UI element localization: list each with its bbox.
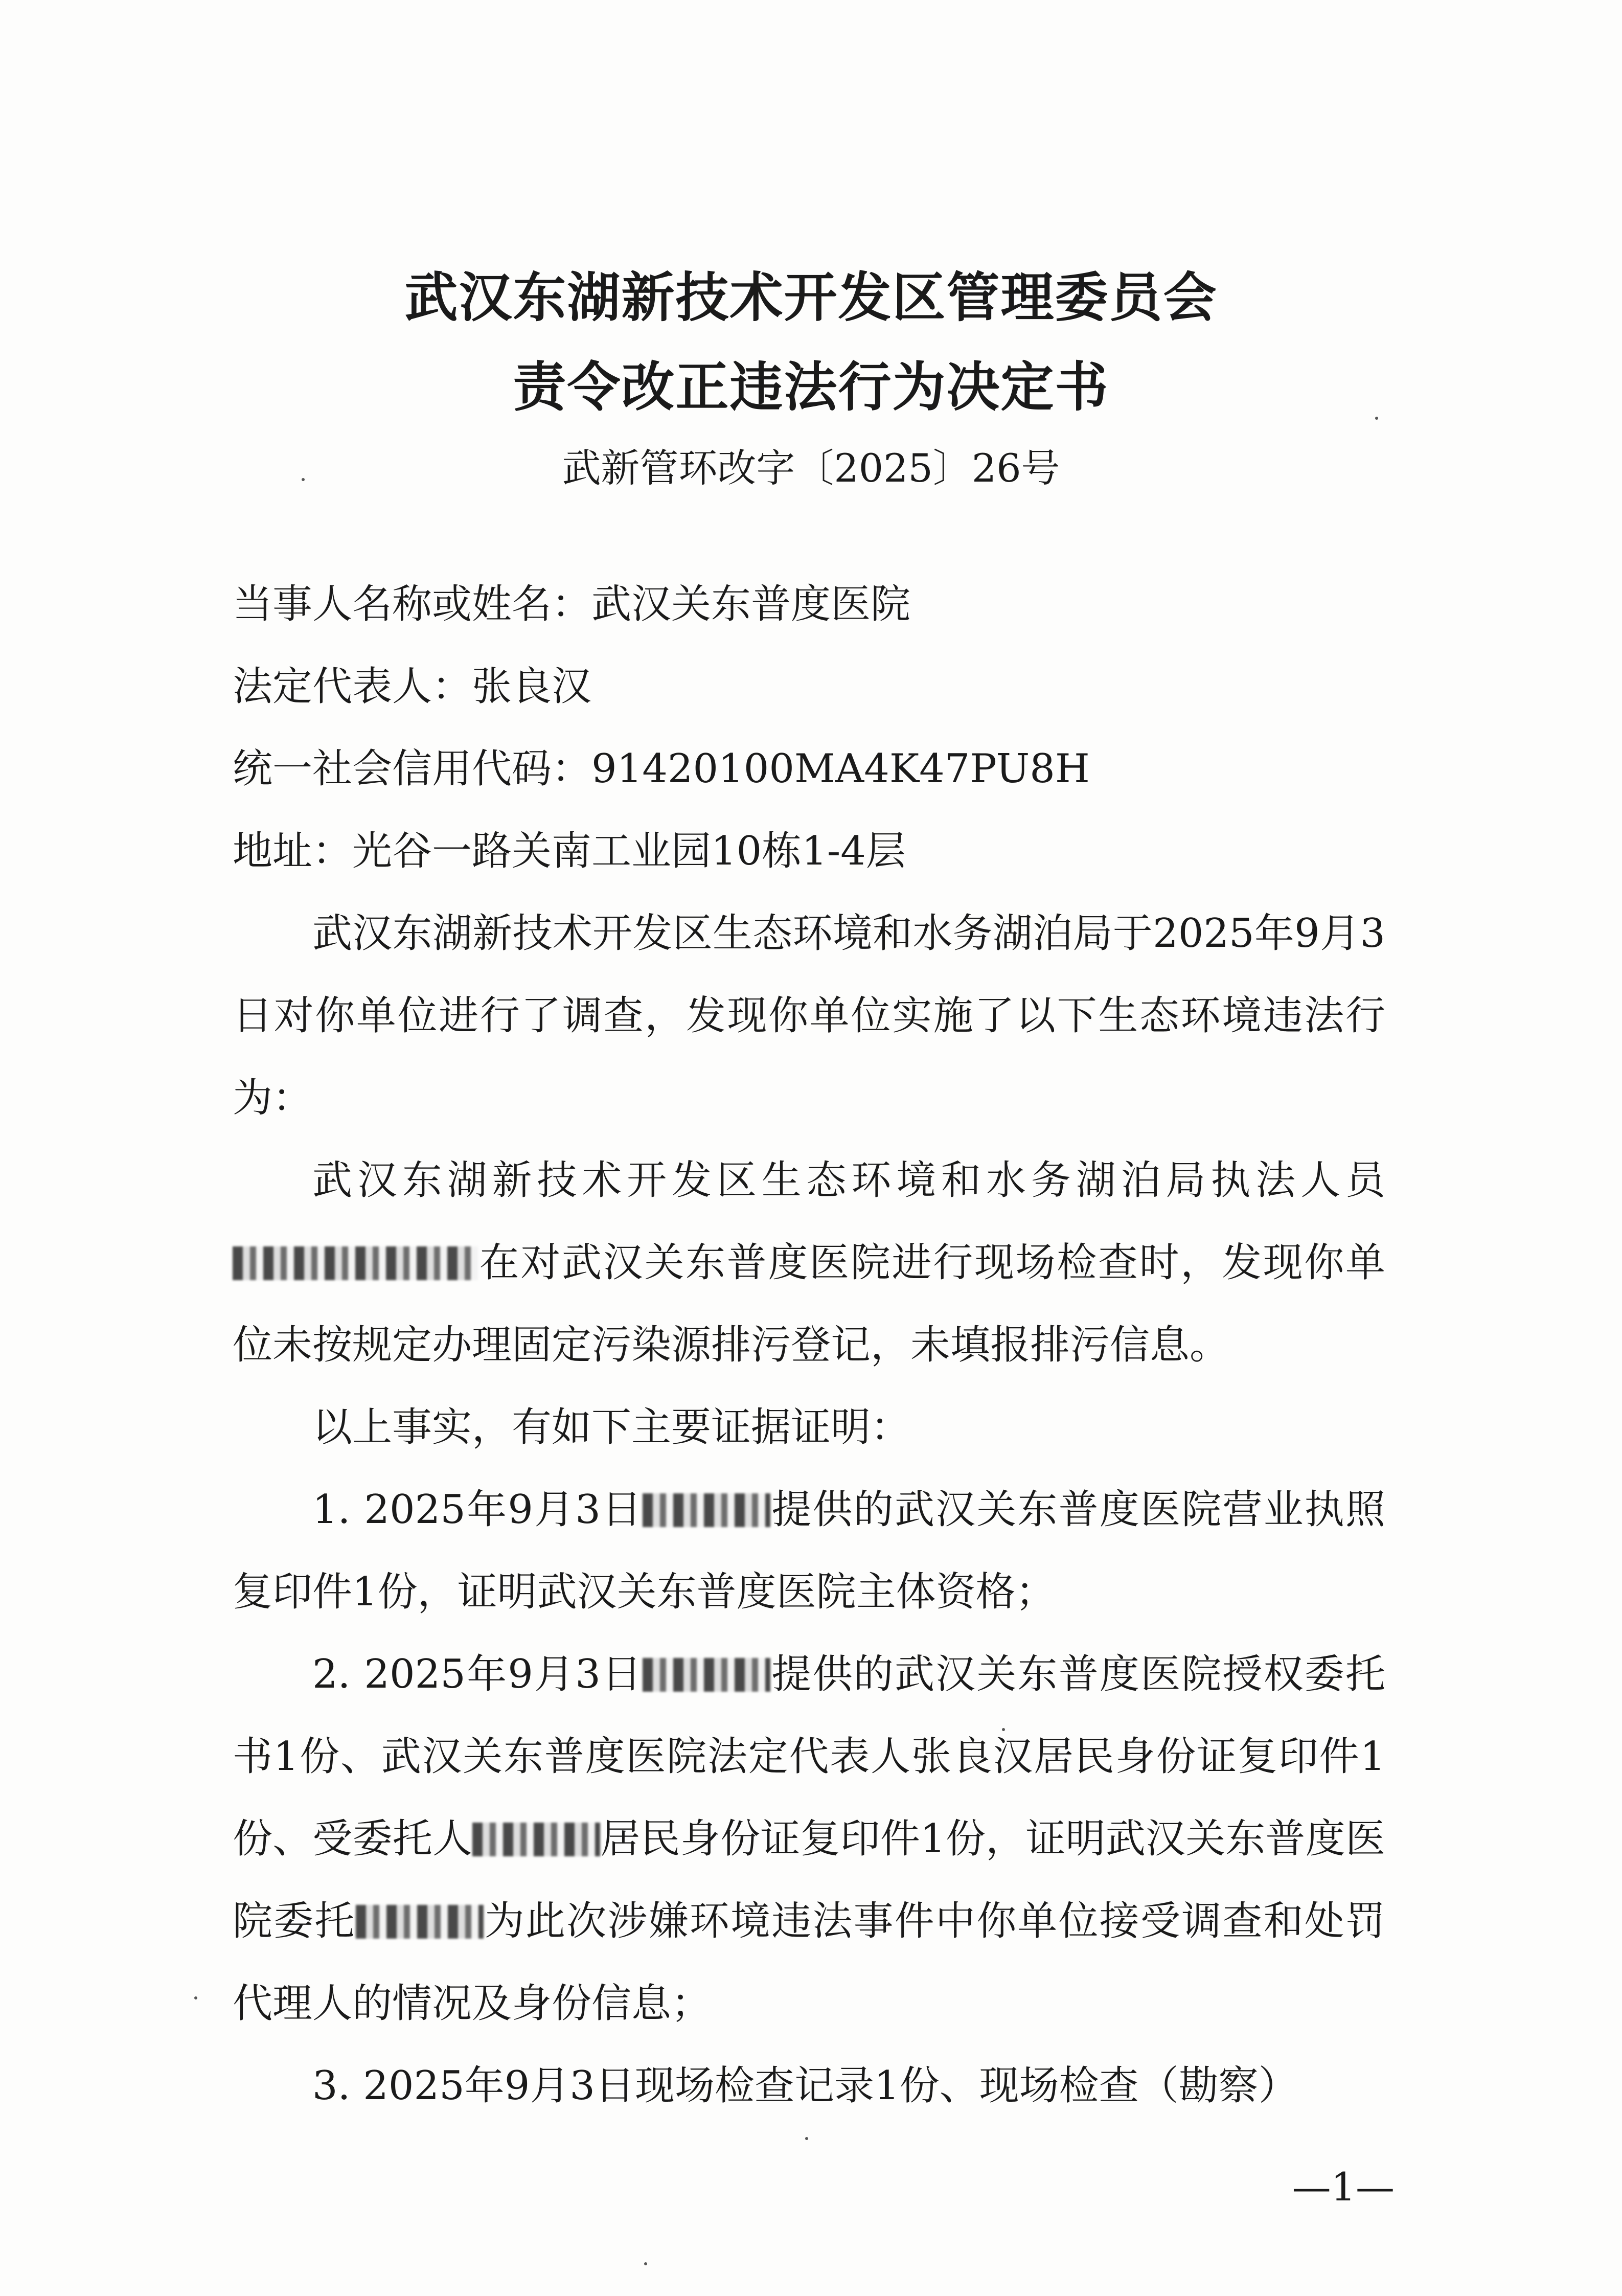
redacted-name	[643, 1658, 770, 1692]
scan-speck	[194, 1996, 197, 1999]
redacted-name	[356, 1905, 484, 1939]
paragraph-evidence-intro: 以上事实，有如下主要证据证明：	[312, 1404, 911, 1450]
redacted-names	[233, 1246, 478, 1280]
paragraph-violation-lead: 武汉东湖新技术开发区生态环境和水务湖泊局执法人员	[312, 1157, 1385, 1203]
page-number: —1—	[1292, 2164, 1395, 2210]
party-name: 当事人名称或姓名：武汉关东普度医院	[233, 581, 911, 627]
document-title-line2: 责令改正违法行为决定书	[513, 355, 1109, 418]
scan-speck	[644, 2262, 647, 2265]
paragraph-violation-rest: 在对武汉关东普度医院进行现场检查时，发现你单位未按规定办理固定污染源排污登记，未填报排污信息。	[233, 1240, 1385, 1368]
credit-code: 统一社会信用代码：91420100MA4K47PU8H	[233, 746, 1090, 792]
document-body	[233, 563, 1385, 2127]
scan-speck	[1375, 417, 1378, 420]
address: 地址：光谷一路关南工业园10栋1-4层	[233, 828, 906, 874]
document-number: 武新管环改字〔2025〕26号	[562, 445, 1060, 491]
legal-representative: 法定代表人：张良汉	[233, 664, 592, 710]
redacted-name	[472, 1823, 600, 1856]
document-title-line1: 武汉东湖新技术开发区管理委员会	[404, 266, 1218, 329]
evidence-item-3: 3. 2025年9月3日现场检查记录1份、现场检查（勘察）	[312, 2063, 1298, 2109]
scan-speck	[302, 478, 305, 481]
evidence-item-2	[233, 1633, 1385, 2045]
evidence-1-lead: 1. 2025年9月3日	[312, 1487, 643, 1533]
evidence-2-part3: 居民身份证复印件1份，证明武汉关东普度医院委托	[233, 1816, 1385, 1944]
evidence-2-part2: 提供的武汉关东普度医院授权委托书1份、武汉关东普度医院法定代表人张良汉居民身份证复印件1份、受委托人	[233, 1651, 1385, 1862]
scan-speck	[805, 2137, 808, 2140]
scan-speck	[1002, 1728, 1005, 1731]
evidence-2-part4: 为此次涉嫌环境违法事件中你单位接受调查和处罚代理人的情况及身份信息；	[233, 1898, 1385, 2027]
redacted-name	[643, 1493, 770, 1527]
evidence-2-lead: 2. 2025年9月3日	[312, 1651, 643, 1697]
evidence-item-1	[233, 1469, 1385, 1633]
paragraph-investigation: 武汉东湖新技术开发区生态环境和水务湖泊局于2025年9月3日对你单位进行了调查，发现你单位实施了以下生态环境违法行为：	[233, 911, 1385, 1121]
paragraph-violation	[233, 1140, 1385, 1386]
evidence-1-rest: 提供的武汉关东普度医院营业执照复印件1份，证明武汉关东普度医院主体资格；	[233, 1487, 1385, 1615]
